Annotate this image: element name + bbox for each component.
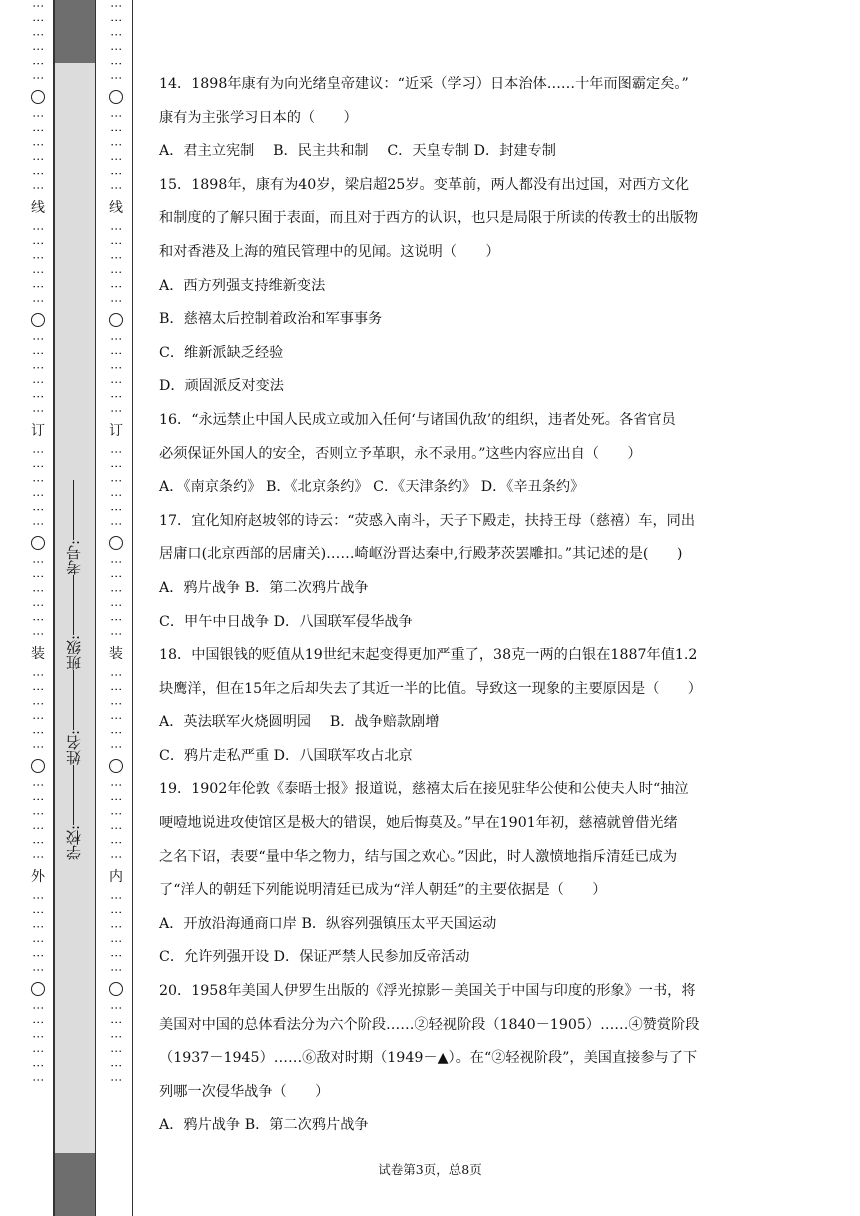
class-label: 班级: [65,634,83,670]
answer-option-line: A．鸦片战争 B．第二次鸦片战争 [159,579,369,596]
question-stem-line: 块鹰洋，但在15年之后却失去了其近一半的比值。导致这一现象的主要原因是（ ） [159,680,702,697]
question-stem-line: 16．“永远禁止中国人民成立或加入任何‘与诸国仇敌’的组织，违者处死。各省官员 [159,411,676,428]
cut-line-dots: ⋮ ⋮ ⋮ ⋮ ⋮ ⋮ [31,668,46,753]
question-stem-line: 康有为主张学习日本的（ ） [159,109,358,126]
cut-line-dots: ⋮ ⋮ ⋮ ⋮ ⋮ ⋮ [109,778,124,863]
cut-line-dots: ⋮ ⋮ ⋮ ⋮ ⋮ ⋮ [109,222,124,307]
binding-hole-icon [109,536,123,550]
exam-no-label: 考号: [65,539,83,575]
question-stem-line: 和对香港及上海的殖民管理中的见闻。这说明（ ） [159,243,500,260]
student-info-fields [58,380,90,860]
answer-option-line: A．《南京条约》 B．《北京条约》 C．《天津条约》 D．《辛丑条约》 [159,479,585,496]
answer-option-line: B．慈禧太后控制着政治和军事事务 [159,311,383,328]
question-stem-line: 了“洋人的朝廷下列能说明清廷已成为“洋人朝廷”的主要依据是（ ） [159,882,607,899]
answer-option-line: C．允许列强开设 D．保证严禁人民参加反帝活动 [159,949,470,966]
answer-option-line: A．英法联军火烧圆明园 B．战争赔款剧增 [159,714,440,731]
binding-margin-char: 装 [109,645,123,662]
binding-margin-char: 线 [31,199,45,216]
question-stem-line: 居庸口(北京西部的居庸关)……崎岖汾晋达秦中,行殿茅茨罢雕扣。”其记述的是( ) [159,546,683,563]
binding-hole-icon [31,759,45,773]
cut-line-dots: ⋮ ⋮ ⋮ ⋮ ⋮ ⋮ [109,332,124,417]
inner-binding-margin [98,0,134,1216]
binding-hole-icon [109,982,123,996]
answer-option-line: C．甲午中日战争 D．八国联军侵华战争 [159,613,413,630]
binding-hole-icon [31,90,45,104]
question-stem-line: 列哪一次侵华战争（ ） [159,1083,330,1100]
question-block [159,404,734,505]
answer-option-line: C．鸦片走私严重 D．八国联军攻占北京 [159,747,413,764]
binding-margin-char: 订 [31,422,45,439]
school-label: 学校: [65,824,83,860]
cut-line-dots: ⋮ ⋮ ⋮ ⋮ ⋮ ⋮ [109,668,124,753]
question-block [159,505,734,639]
outer-binding-margin [20,0,56,1216]
class-blank [74,575,75,635]
answer-option-line: C．维新派缺乏经验 [159,344,284,361]
school-blank [74,765,75,825]
answer-option-line: A．西方列强支持维新变法 [159,277,326,294]
name-label: 姓名: [65,729,83,765]
question-stem-line: 19．1902年伦敦《泰晤士报》报道说，慈禧太后在接见驻华公使和公使夫人时“抽泣 [159,781,689,798]
question-stem-line: 15．1898年，康有为40岁，梁启超25岁。变革前，两人都没有出过国，对西方文化 [159,176,690,193]
cut-line-dots: ⋮ ⋮ ⋮ ⋮ ⋮ ⋮ [109,0,124,84]
question-stem-line: （1937－1945）……⑥敌对时期（1949－▲）。在“②轻视阶段”，美国直接参与了下 [159,1050,698,1067]
question-stem-line: 17．宜化知府赵坡邻的诗云：“荧惑入南斗，天子下殿走，扶持王母（慈禧）车，同出 [159,512,696,529]
binding-hole-icon [109,313,123,327]
cut-line-dots: ⋮ ⋮ ⋮ ⋮ ⋮ ⋮ [31,891,46,976]
question-block [159,975,734,1143]
answer-option-line: D．顽固派反对变法 [159,378,284,395]
cut-line-dots: ⋮ ⋮ ⋮ ⋮ ⋮ ⋮ [109,891,124,976]
binding-margin-char: 内 [109,868,123,885]
question-block [159,773,734,975]
question-content [159,68,734,1143]
binding-margin-char: 线 [109,199,123,216]
cut-line-dots: ⋮ ⋮ ⋮ ⋮ ⋮ ⋮ [31,0,46,84]
cut-line-dots: ⋮ ⋮ ⋮ ⋮ ⋮ ⋮ [31,332,46,417]
question-stem-line: 18．中国银钱的贬值从19世纪末起变得更加严重了，38克一两的白银在1887年值1.2 [159,647,698,664]
question-stem-line: 必须保证外国人的安全，否则立予革职，永不录用。”这些内容应出自（ ） [159,445,642,462]
binding-hole-icon [31,982,45,996]
question-stem-line: 20．1958年美国人伊罗生出版的《浮光掠影－美国关于中国与印度的形象》一书，将 [159,983,696,1000]
exam-no-blank [74,480,75,540]
answer-option-line: A．君主立宪制 B．民主共和制 C．天皇专制 D．封建专制 [159,143,556,160]
name-blank [74,670,75,730]
cut-line-dots: ⋮ ⋮ ⋮ ⋮ ⋮ ⋮ [31,778,46,863]
binding-hole-icon [109,759,123,773]
answer-option-line: A．鸦片战争 B．第二次鸦片战争 [159,1117,369,1134]
cut-line-dots: ⋮ ⋮ ⋮ ⋮ ⋮ ⋮ [31,1001,46,1086]
page-footer: 试卷第3页，总8页 [378,1162,482,1177]
cut-line-dots: ⋮ ⋮ ⋮ ⋮ ⋮ ⋮ [109,109,124,194]
binding-margin-char: 订 [109,422,123,439]
cut-line-dots: ⋮ ⋮ ⋮ ⋮ ⋮ ⋮ [109,555,124,640]
question-stem-line: 之名下诏，表要“量中华之物力，结与国之欢心。”因此，时人激愤地指斥清廷已成为 [159,848,678,865]
strip-cap-top [55,0,95,63]
cut-line-dots: ⋮ ⋮ ⋮ ⋮ ⋮ ⋮ [31,445,46,530]
question-block [159,169,734,404]
cut-line-dots: ⋮ ⋮ ⋮ ⋮ ⋮ ⋮ [109,445,124,530]
margin-border-right [132,0,133,1216]
cut-line-dots: ⋮ ⋮ ⋮ ⋮ ⋮ ⋮ [31,555,46,640]
binding-hole-icon [109,90,123,104]
cut-line-dots: ⋮ ⋮ ⋮ ⋮ ⋮ ⋮ [31,222,46,307]
answer-option-line: A．开放沿海通商口岸 B．纵容列强镇压太平天国运动 [159,915,497,932]
binding-hole-icon [31,313,45,327]
question-block [159,68,734,169]
binding-margin-char: 外 [31,868,45,885]
question-block [159,639,734,773]
cut-line-dots: ⋮ ⋮ ⋮ ⋮ ⋮ ⋮ [31,109,46,194]
question-stem-line: 美国对中国的总体看法分为六个阶段……②轻视阶段（1840－1905）……④赞赏阶段 [159,1016,700,1033]
question-stem-line: 哽噎地说进攻使馆区是极大的错误，她后悔莫及。”早在1901年初，慈禧就曾借光绪 [159,815,678,832]
question-stem-line: 14．1898年康有为向光绪皇帝建议：“近采（学习）日本治体……十年而图霸定矣。” [159,76,689,92]
binding-margin-char: 装 [31,645,45,662]
binding-hole-icon [31,536,45,550]
cut-line-dots: ⋮ ⋮ ⋮ ⋮ ⋮ ⋮ [109,1001,124,1086]
question-stem-line: 和制度的了解只囿于表面，而且对于西方的认识，也只是局限于所读的传教士的出版物 [159,210,699,227]
